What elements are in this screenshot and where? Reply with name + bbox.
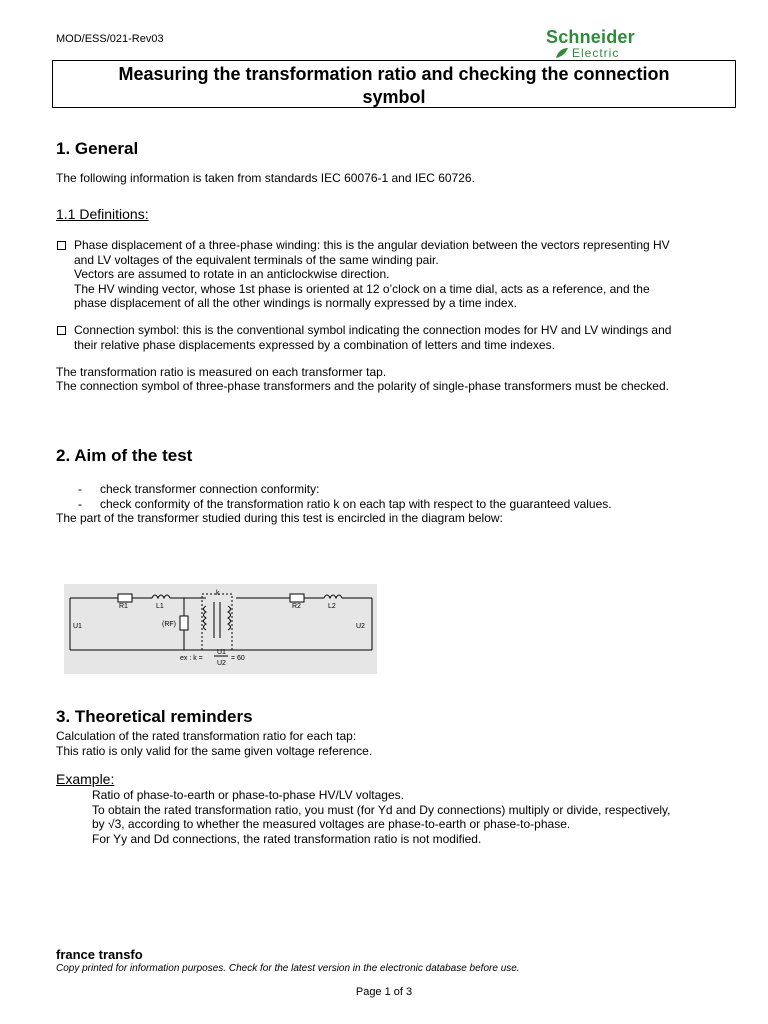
definition-line: Phase displacement of a three-phase winding: this is the angular deviation between the vectors representing HV bbox=[74, 238, 670, 252]
label-ratio-result: = 60 bbox=[231, 655, 245, 662]
definition-connection-symbol bbox=[74, 323, 744, 352]
example-line: For Yy and Dd connections, the rated transformation ratio is not modified. bbox=[92, 831, 482, 846]
resistor-r2 bbox=[290, 594, 304, 602]
definition-phase-displacement bbox=[74, 238, 744, 311]
inductor-l2 bbox=[324, 595, 342, 598]
page-number: Page 1 of 3 bbox=[355, 986, 413, 998]
connection-symbol-paragraph: The connection symbol of three-phase transformers and the polarity of single-phase transformers must be checked. bbox=[56, 379, 669, 393]
logo-subword: Electric bbox=[572, 46, 620, 60]
theory-line-2: This ratio is only valid for the same given voltage reference. bbox=[56, 744, 373, 758]
label-l1: L1 bbox=[156, 603, 164, 610]
aim-item-connection: check transformer connection conformity: bbox=[100, 482, 320, 496]
theory-line-1: Calculation of the rated transformation ratio for each tap: bbox=[56, 729, 357, 743]
general-intro-text: The following information is taken from standards IEC 60076-1 and IEC 60726. bbox=[56, 171, 475, 185]
schneider-electric-logo bbox=[546, 27, 650, 63]
transformation-ratio-paragraph: The transformation ratio is measured on each transformer tap. bbox=[56, 365, 387, 379]
label-example: ex : k = bbox=[180, 655, 203, 662]
section-theoretical-heading: 3. Theoretical reminders bbox=[56, 707, 253, 726]
label-u1: U1 bbox=[73, 623, 82, 630]
definition-line: Vectors are assumed to rotate in an anticlockwise direction. bbox=[74, 267, 390, 281]
section-general-heading: 1. General bbox=[56, 139, 139, 158]
document-title-box bbox=[52, 60, 736, 108]
winding-secondary bbox=[228, 606, 231, 630]
footer-disclaimer: Copy printed for information purposes. Check for the latest version in the electronic database before use. bbox=[56, 963, 520, 974]
label-rf: (RF) bbox=[162, 621, 176, 628]
label-r2: R2 bbox=[292, 603, 301, 610]
document-title-line-2: symbol bbox=[362, 87, 426, 107]
aim-diagram-intro: The part of the transformer studied during this test is encircled in the diagram below: bbox=[56, 511, 503, 525]
circuit-svg bbox=[64, 584, 377, 674]
label-ratio-numerator: U1 bbox=[217, 649, 226, 656]
dash-bullet: - bbox=[78, 482, 82, 496]
resistor-r1 bbox=[118, 594, 132, 602]
dash-bullet: - bbox=[78, 497, 82, 511]
example-text-block bbox=[92, 788, 671, 846]
example-subheading: Example: bbox=[56, 771, 115, 787]
checkbox-bullet-icon bbox=[57, 326, 66, 335]
transformer-circuit-diagram bbox=[64, 584, 377, 674]
footer-company: france transfo bbox=[56, 947, 143, 962]
definition-line: Connection symbol: this is the conventional symbol indicating the connection modes for HV and LV windings and bbox=[74, 323, 672, 337]
definition-line: their relative phase displacements expressed by a combination of letters and time indexes. bbox=[74, 337, 555, 352]
label-k: k bbox=[216, 590, 220, 597]
aim-item-ratio: check conformity of the transformation ratio k on each tap with respect to the guaranteed values. bbox=[100, 497, 612, 511]
section-aim-heading: 2. Aim of the test bbox=[56, 446, 193, 465]
winding-primary bbox=[204, 606, 207, 630]
label-ratio-denominator: U2 bbox=[217, 660, 226, 667]
checkbox-bullet-icon bbox=[57, 241, 66, 250]
definition-line: and LV voltages of the equivalent terminals of the same winding pair. bbox=[74, 252, 439, 267]
example-line: by √3, according to whether the measured voltages are phase-to-earth or phase-to-phase. bbox=[92, 817, 571, 831]
logo-wordmark: Schneider bbox=[546, 27, 635, 47]
inductor-l1 bbox=[152, 595, 170, 598]
example-line: To obtain the rated transformation ratio, you must (for Yd and Dy connections) multiply or divide, respectively, bbox=[92, 802, 671, 817]
logo-leaf-icon bbox=[554, 46, 570, 60]
definitions-subheading: 1.1 Definitions: bbox=[56, 206, 149, 222]
label-u2: U2 bbox=[356, 623, 365, 630]
document-reference: MOD/ESS/021-Rev03 bbox=[56, 33, 164, 45]
definition-line: phase displacement of all the other windings is normally expressed by a time index. bbox=[74, 296, 517, 310]
example-line: Ratio of phase-to-earth or phase-to-phase HV/LV voltages. bbox=[92, 788, 404, 802]
label-r1: R1 bbox=[119, 603, 128, 610]
document-title-line-1: Measuring the transformation ratio and checking the connection bbox=[118, 64, 670, 84]
definition-line: The HV winding vector, whose 1st phase is oriented at 12 o’clock on a time dial, acts as a reference, and the bbox=[74, 281, 650, 296]
label-l2: L2 bbox=[328, 603, 336, 610]
